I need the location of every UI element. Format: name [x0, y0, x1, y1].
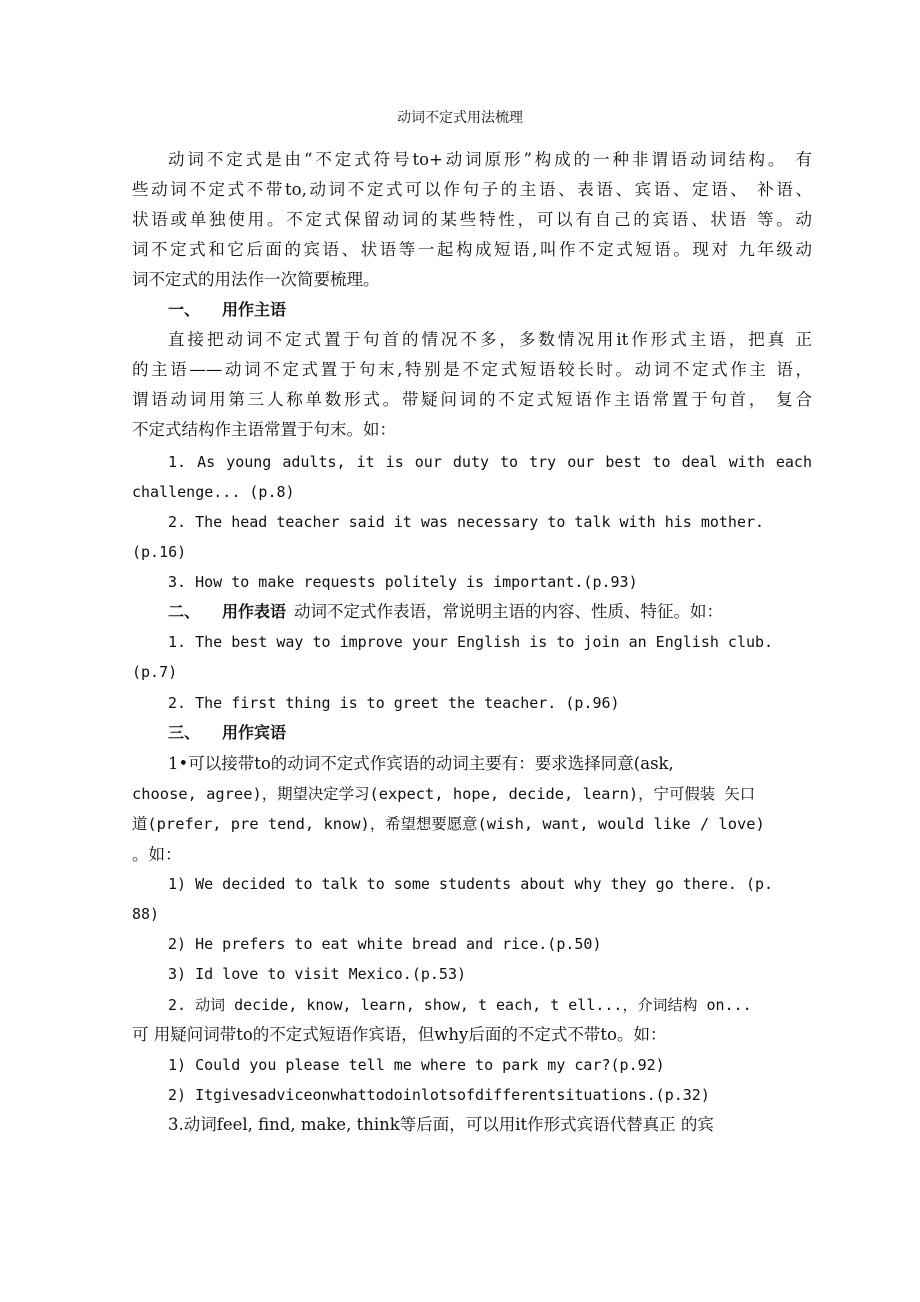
section-2-example-1-cont: (p.7) [132, 663, 178, 681]
section-3-line-2: choose, agree)，期望决定学习(expect, hope, decide, learn)，宁可假装 矢口 [132, 785, 756, 803]
section-3-rule-2-example-2: 2) Itgivesadviceonwhattodoinlotsofdifferentsituations.(p.32) [168, 1086, 710, 1104]
section-2-example-2: 2. The first thing is to greet the teacher. (p.96) [168, 694, 620, 712]
intro-line-1: 动词不定式是由“不定式符号to+动词原形”构成的一种非谓语动词结构。 有 [168, 150, 812, 169]
section-3-number: 三、 [168, 723, 201, 742]
section-3-line-4: 。如： [132, 845, 182, 864]
section-3-title: 用作宾语 [222, 723, 287, 742]
section-3-example-1-cont: 88) [132, 905, 160, 923]
section-2-description: 动词不定式作表语，常说明主语的内容、性质、特征。如： [294, 602, 724, 621]
section-3-rule-2-cont: 可 用疑问词带to的不定式短语作宾语，但why后面的不定式不带to。如： [132, 1025, 667, 1044]
section-1-paragraph-line-4: 不定式结构作主语常置于句末。如： [132, 420, 396, 439]
section-1-paragraph-line-3: 谓语动词用第三人称单数形式。带疑问词的不定式短语作主语常置于句首， 复合 [132, 390, 812, 409]
document-title: 动词不定式用法梳理 [397, 110, 523, 126]
section-1-paragraph-line-2: 的主语——动词不定式置于句末,特别是不定式短语较长时。动词不定式作主 语， [132, 360, 812, 379]
section-3-example-2: 2) He prefers to eat white bread and rice.(p.50) [168, 935, 602, 953]
section-2-number: 二、 [168, 602, 201, 621]
section-3-rule-3: 3.动词feel, find, make, think等后面，可以用it作形式宾语代替真正 的宾 [168, 1115, 714, 1134]
intro-line-2: 些动词不定式不带to,动词不定式可以作句子的主语、表语、宾语、定语、 补语、 [132, 180, 812, 199]
section-3-rule-2: 2. 动词 decide, know, learn, show, t each, t ell...，介词结构 on... [168, 996, 752, 1014]
intro-line-5: 词不定式的用法作一次简要梳理。 [132, 270, 380, 289]
section-1-example-1-cont: challenge... (p.8) [132, 483, 295, 501]
section-1-example-1: 1. As young adults, it is our duty to try our best to deal with each [168, 453, 812, 471]
section-1-number: 一、 [168, 300, 201, 319]
section-2-example-1: 1. The best way to improve your English is to join an English club. [168, 633, 774, 651]
section-1-title: 用作主语 [222, 300, 287, 319]
intro-line-3: 状语或单独使用。不定式保留动词的某些特性，可以有自己的宾语、状语 等。动 [132, 210, 812, 229]
section-1-heading [168, 295, 812, 325]
section-3-line-3: 道(prefer, pre tend, know)，希望想要愿意(wish, want, would like / love) [132, 815, 765, 833]
section-2-heading [168, 597, 812, 627]
section-3-rule-2-example-1: 1) Could you please tell me where to park my car?(p.92) [168, 1056, 665, 1074]
section-1-paragraph-line-1: 直接把动词不定式置于句首的情况不多，多数情况用it作形式主语，把真 正 [168, 330, 812, 349]
section-2-title: 用作表语 [222, 602, 287, 621]
section-1-example-3: 3. How to make requests politely is important.(p.93) [168, 573, 638, 591]
section-3-heading [168, 718, 812, 748]
section-1-example-2: 2. The head teacher said it was necessary to talk with his mother. [168, 513, 765, 531]
section-1-example-2-cont: (p.16) [132, 543, 187, 561]
intro-line-4: 词不定式和它后面的宾语、状语等一起构成短语,叫作不定式短语。现对 九年级动 [132, 240, 812, 259]
section-3-line-1: 1•可以接带to的动词不定式作宾语的动词主要有：要求选择同意(ask, [168, 754, 674, 773]
section-3-example-3: 3) Id love to visit Mexico.(p.53) [168, 965, 467, 983]
section-3-example-1: 1) We decided to talk to some students about why they go there. (p. [168, 875, 774, 893]
